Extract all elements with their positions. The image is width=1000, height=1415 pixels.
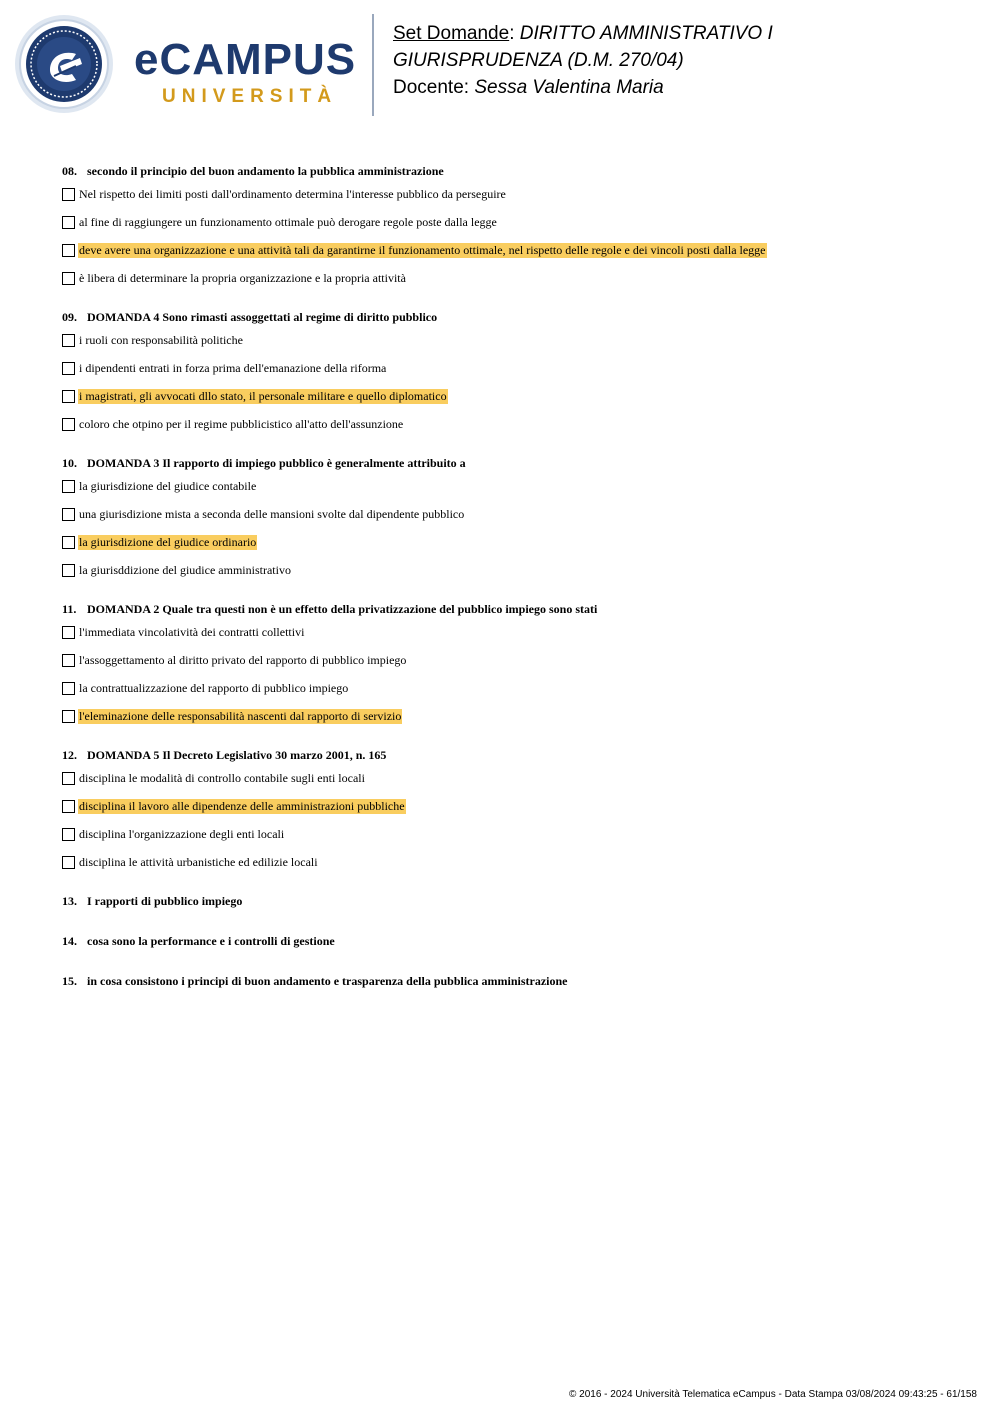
correct-answer-text: i magistrati, gli avvocati dllo stato, il personale militare e quello diplomatico bbox=[79, 388, 447, 403]
question-title bbox=[62, 454, 982, 472]
header-divider bbox=[372, 14, 374, 116]
correct-answer-text: deve avere una organizzazione e una attività tali da garantirne il funzionamento ottimale, nel rispetto delle regole e dei vincoli posti dalla legge bbox=[79, 242, 766, 257]
answer-checkbox[interactable] bbox=[62, 710, 75, 723]
question-text: cosa sono la performance e i controlli di gestione bbox=[87, 934, 335, 948]
question-number: 09. bbox=[62, 310, 77, 324]
answer-text: la giurisdizione del giudice contabile bbox=[79, 478, 257, 493]
answer-checkbox[interactable] bbox=[62, 682, 75, 695]
answer-checkbox[interactable] bbox=[62, 216, 75, 229]
course-name-1: DIRITTO AMMINISTRATIVO I bbox=[519, 23, 773, 44]
question-block bbox=[62, 600, 982, 730]
answer-checkbox[interactable] bbox=[62, 244, 75, 257]
answer-text: la giurisddizione del giudice amministrativo bbox=[79, 562, 291, 577]
answer-checkbox[interactable] bbox=[62, 800, 75, 813]
answer-option bbox=[62, 500, 982, 528]
answer-checkbox[interactable] bbox=[62, 772, 75, 785]
answer-checkbox[interactable] bbox=[62, 536, 75, 549]
answer-checkbox[interactable] bbox=[62, 564, 75, 577]
answer-option bbox=[62, 702, 982, 730]
set-domande-line bbox=[393, 20, 983, 47]
brand-name: eCAMPUS bbox=[134, 35, 357, 84]
question-text: in cosa consistono i principi di buon andamento e trasparenza della pubblica amministrazione bbox=[87, 974, 568, 988]
answer-text: disciplina le attività urbanistiche ed edilizie locali bbox=[79, 854, 318, 869]
answer-text: disciplina le modalità di controllo contabile sugli enti locali bbox=[79, 770, 365, 785]
answer-text: la contrattualizzazione del rapporto di pubblico impiego bbox=[79, 680, 349, 695]
correct-answer-text: la giurisdizione del giudice ordinario bbox=[79, 534, 257, 549]
question-number: 10. bbox=[62, 456, 77, 470]
answer-text: al fine di raggiungere un funzionamento ottimale può derogare regole poste dalla legge bbox=[79, 214, 497, 229]
answer-checkbox[interactable] bbox=[62, 480, 75, 493]
question-title bbox=[62, 746, 982, 764]
teacher-name: Sessa Valentina Maria bbox=[474, 77, 664, 98]
brand-subtitle: UNIVERSITÀ bbox=[162, 86, 338, 107]
answer-option bbox=[62, 528, 982, 556]
answer-option bbox=[62, 848, 982, 876]
questions-list bbox=[62, 162, 982, 1012]
answer-option bbox=[62, 354, 982, 382]
answer-checkbox[interactable] bbox=[62, 828, 75, 841]
answer-checkbox[interactable] bbox=[62, 272, 75, 285]
question-number: 12. bbox=[62, 748, 77, 762]
answer-text: l'immediata vincolatività dei contratti collettivi bbox=[79, 624, 305, 639]
page-footer: © 2016 - 2024 Università Telematica eCampus - Data Stampa 03/08/2024 09:43:25 - 61/158 bbox=[569, 1389, 977, 1400]
answer-option bbox=[62, 556, 982, 584]
open-question-title bbox=[62, 932, 982, 950]
answer-checkbox[interactable] bbox=[62, 856, 75, 869]
question-block bbox=[62, 308, 982, 438]
set-label: Set Domande bbox=[393, 23, 510, 44]
ecampus-seal-logo bbox=[14, 14, 114, 114]
question-text: DOMANDA 3 Il rapporto di impiego pubblico è generalmente attribuito a bbox=[87, 456, 466, 470]
answer-option bbox=[62, 236, 982, 264]
question-block bbox=[62, 162, 982, 292]
answer-checkbox[interactable] bbox=[62, 334, 75, 347]
answer-option bbox=[62, 792, 982, 820]
answer-option bbox=[62, 820, 982, 848]
answer-checkbox[interactable] bbox=[62, 654, 75, 667]
answer-text: disciplina l'organizzazione degli enti locali bbox=[79, 826, 285, 841]
answer-checkbox[interactable] bbox=[62, 508, 75, 521]
answer-text: una giurisdizione mista a seconda delle mansioni svolte dal dipendente pubblico bbox=[79, 506, 465, 521]
question-title bbox=[62, 600, 982, 618]
course-name-2: GIURISPRUDENZA (D.M. 270/04) bbox=[393, 50, 684, 71]
teacher-label: Docente: bbox=[393, 77, 470, 98]
answer-option bbox=[62, 180, 982, 208]
course-info bbox=[393, 20, 983, 101]
question-number: 08. bbox=[62, 164, 77, 178]
answer-option bbox=[62, 646, 982, 674]
answer-checkbox[interactable] bbox=[62, 626, 75, 639]
answer-option bbox=[62, 410, 982, 438]
answer-option bbox=[62, 674, 982, 702]
answer-text: coloro che otpino per il regime pubblicistico all'atto dell'assunzione bbox=[79, 416, 404, 431]
question-text: DOMANDA 4 Sono rimasti assoggettati al regime di diritto pubblico bbox=[87, 310, 438, 324]
answer-text: Nel rispetto dei limiti posti dall'ordinamento determina l'interesse pubblico da perseguire bbox=[79, 186, 506, 201]
answer-option bbox=[62, 472, 982, 500]
answer-option bbox=[62, 264, 982, 292]
question-title bbox=[62, 308, 982, 326]
answer-text: è libera di determinare la propria organizzazione e la propria attività bbox=[79, 270, 406, 285]
ecampus-wordmark bbox=[134, 35, 357, 108]
answer-text: i dipendenti entrati in forza prima dell'emanazione della riforma bbox=[79, 360, 387, 375]
question-text: I rapporti di pubblico impiego bbox=[87, 894, 243, 908]
open-question-title bbox=[62, 972, 982, 990]
question-number: 11. bbox=[62, 602, 77, 616]
answer-option bbox=[62, 326, 982, 354]
answer-option bbox=[62, 764, 982, 792]
correct-answer-text: l'eleminazione delle responsabilità nascenti dal rapporto di servizio bbox=[79, 708, 402, 723]
answer-text: i ruoli con responsabilità politiche bbox=[79, 332, 243, 347]
question-text: DOMANDA 5 Il Decreto Legislativo 30 marzo 2001, n. 165 bbox=[87, 748, 387, 762]
answer-option bbox=[62, 208, 982, 236]
question-text: DOMANDA 2 Quale tra questi non è un effetto della privatizzazione del pubblico impiego sono stati bbox=[87, 602, 598, 616]
answer-text: l'assoggettamento al diritto privato del rapporto di pubblico impiego bbox=[79, 652, 407, 667]
question-block bbox=[62, 454, 982, 584]
question-title bbox=[62, 162, 982, 180]
answer-checkbox[interactable] bbox=[62, 188, 75, 201]
page-header bbox=[0, 0, 1000, 130]
teacher-line bbox=[393, 74, 983, 101]
open-questions bbox=[62, 892, 982, 990]
answer-option bbox=[62, 618, 982, 646]
set-separator: : bbox=[509, 23, 515, 44]
multiple-choice-questions bbox=[62, 162, 982, 876]
question-number: 14. bbox=[62, 934, 77, 948]
open-question-title bbox=[62, 892, 982, 910]
question-number: 15. bbox=[62, 974, 77, 988]
answer-checkbox[interactable] bbox=[62, 362, 75, 375]
answer-checkbox[interactable] bbox=[62, 418, 75, 431]
correct-answer-text: disciplina il lavoro alle dipendenze delle amministrazioni pubbliche bbox=[79, 798, 405, 813]
answer-checkbox[interactable] bbox=[62, 390, 75, 403]
answer-option bbox=[62, 382, 982, 410]
question-block bbox=[62, 746, 982, 876]
question-text: secondo il principio del buon andamento la pubblica amministrazione bbox=[87, 164, 444, 178]
question-number: 13. bbox=[62, 894, 77, 908]
